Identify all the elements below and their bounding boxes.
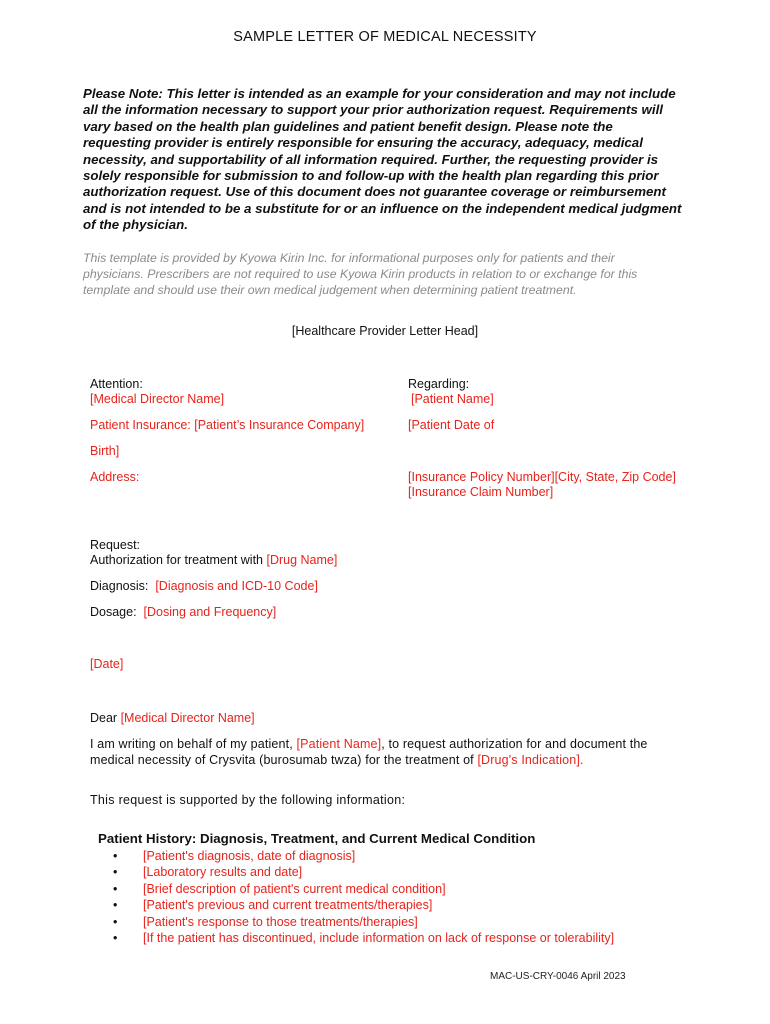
dosage-value: [Dosing and Frequency] — [143, 605, 277, 619]
bullet-icon: • — [113, 881, 118, 896]
bullet-icon: • — [113, 898, 118, 913]
patient-history-heading: Patient History: Diagnosis, Treatment, and Current Medical Condition — [98, 831, 536, 846]
bullet-icon: • — [113, 865, 118, 880]
letterhead-placeholder: [Healthcare Provider Letter Head] — [291, 324, 479, 338]
history-item-text: [Brief description of patient's current medical condition] — [143, 881, 446, 896]
please-note-paragraph: Please Note: This letter is intended as an example for your consideration and may not include all the information necessary to support your prior authorization request. Requirements will vary based on the health plan guidelines and patient benefit design. Please note the requesting provider is entirely responsible for ensuring the accuracy, adequacy, medical necessity, and supportability of all information required. Further, the requesting provider is solely responsible for submission to and follow-up with the health plan regarding this prior authorization request. Use of this document does not guarantee coverage or reimbursement and is not intended to be a substitute for or an influence on the independent medical judgment of the physician. — [83, 86, 682, 233]
salutation-text: Dear — [90, 711, 121, 725]
list-item — [113, 864, 614, 880]
request-line — [90, 553, 337, 568]
body-part3: . — [579, 752, 584, 767]
regarding-value: [Patient Name] — [411, 392, 494, 406]
body-indication: [Drug's Indication] — [477, 752, 580, 767]
list-item — [113, 897, 614, 913]
body-part1: I am writing on behalf of my patient, — [90, 737, 297, 751]
diagnosis-label: Diagnosis: — [90, 579, 149, 593]
list-item — [113, 848, 614, 864]
page-title: SAMPLE LETTER OF MEDICAL NECESSITY — [233, 29, 537, 45]
date-placeholder: [Date] — [90, 657, 124, 671]
history-item-text: [Laboratory results and date] — [143, 865, 303, 880]
bullet-icon: • — [113, 914, 118, 929]
list-item — [113, 914, 614, 930]
attention-label: Attention: — [90, 377, 143, 391]
history-item-text: [Patient's previous and current treatments/therapies] — [143, 898, 433, 913]
patient-dob-part2: Birth] — [90, 444, 120, 458]
patient-insurance: Patient Insurance: [Patient’s Insurance Company] — [90, 418, 365, 432]
diagnosis-value: [Diagnosis and ICD-10 Code] — [155, 579, 318, 593]
address-label: Address: — [90, 470, 140, 484]
patient-dob-part1: [Patient Date of — [408, 418, 495, 432]
dosage-label: Dosage: — [90, 605, 137, 619]
body-part2: , to request authorization for and document the medical necessity of Crysvita (burosumab twza) for the treatment of — [90, 737, 648, 767]
template-disclaimer: This template is provided by Kyowa Kirin Inc. for informational purposes only for patients and their physicians. Prescribers are not required to use Kyowa Kirin products in relation to or exchange for this template and should use their own medical judgement when determining patient treatment. — [83, 251, 638, 298]
insurance-claim-number: [Insurance Claim Number] — [408, 485, 554, 499]
request-label: Request: — [90, 538, 141, 552]
list-item — [113, 930, 614, 946]
body-patient-name: [Patient Name] — [296, 737, 382, 751]
request-text: Authorization for treatment with — [90, 553, 267, 567]
bullet-icon: • — [113, 930, 118, 945]
request-drug-name: [Drug Name] — [266, 553, 338, 567]
diagnosis-line — [90, 579, 318, 594]
regarding-label: Regarding: — [408, 377, 470, 391]
salutation-name: [Medical Director Name] — [120, 711, 255, 725]
supported-by-text: This request is supported by the following information: — [90, 793, 406, 807]
salutation — [90, 711, 255, 726]
list-item — [113, 881, 614, 897]
attention-value: [Medical Director Name] — [90, 392, 225, 406]
dosage-line — [90, 605, 276, 620]
patient-history-list — [113, 848, 614, 946]
body-paragraph — [90, 737, 665, 768]
history-item-text: [Patient's response to those treatments/therapies] — [143, 914, 418, 929]
bullet-icon: • — [113, 849, 118, 863]
insurance-policy-number: [Insurance Policy Number][City, State, Zip Code] — [408, 470, 676, 484]
history-item-text: [Patient's diagnosis, date of diagnosis] — [143, 849, 356, 863]
document-code-footer: MAC-US-CRY-0046 April 2023 — [490, 971, 626, 982]
history-item-text: [If the patient has discontinued, include information on lack of response or tolerability] — [143, 930, 615, 945]
